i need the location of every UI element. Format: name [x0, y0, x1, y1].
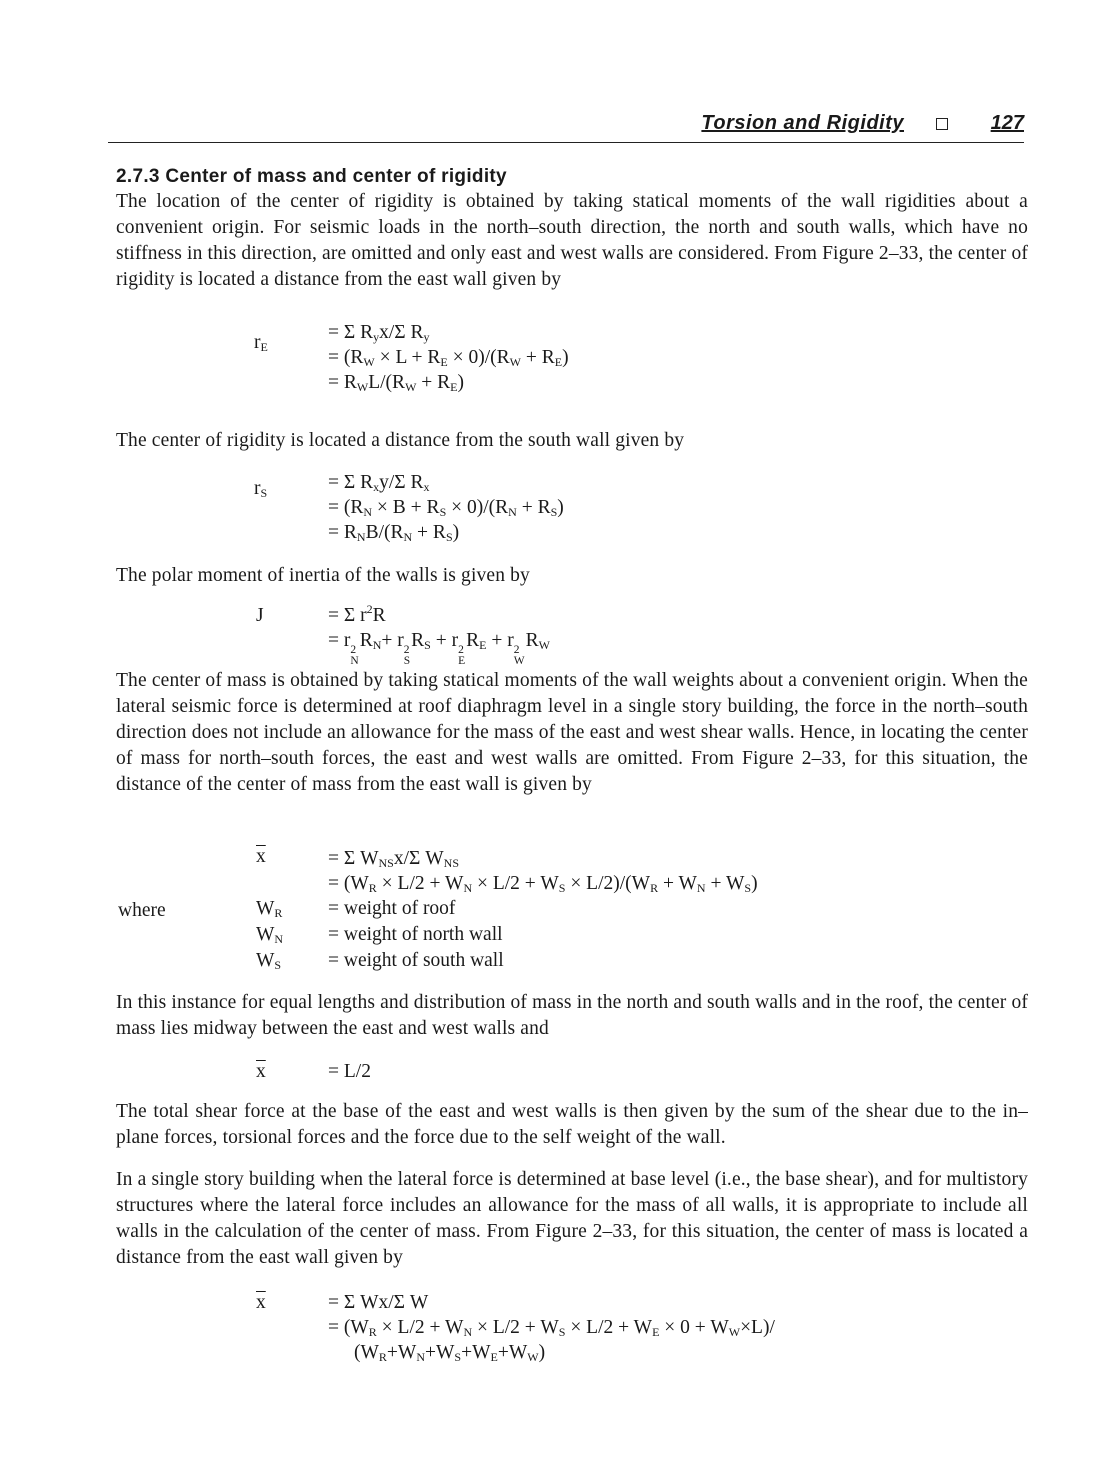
paragraph-rigidity-south: The center of rigidity is located a distance from the south wall given by	[116, 430, 685, 451]
paragraph-polar-moment: The polar moment of inertia of the walls is given by	[116, 565, 530, 586]
equation-line: = Σ $R_yx/\Sigma$ $R_y$	[328, 322, 430, 344]
where-label: where	[118, 900, 166, 921]
symbol-x-bar: $\overline{x}$	[256, 1292, 266, 1313]
section-heading: 2.7.3 Center of mass and center of rigidity	[116, 166, 507, 187]
equation-block-x-bar-ns	[328, 846, 758, 896]
equation-block-J	[328, 603, 550, 667]
equation-line: = Σ $W_{NS}x/\Sigma$ $W_{NS}$	[328, 848, 460, 870]
symbol-WN: $W_N$	[256, 924, 284, 946]
symbol-x-bar: $\overline{x}$	[256, 1061, 266, 1082]
running-header-title: Torsion and Rigidity	[701, 112, 904, 134]
symbol-J: J	[256, 605, 264, 626]
equation-line: = $(R_W \times L + R_E \times 0)/(R_W + R_E)$	[328, 347, 569, 369]
equation-line: = $(W_R \times L/2 + W_N \times L/2 + W_S \times L/2)/(W_R + W_N + W_S)$	[328, 873, 758, 895]
definition-wn: = weight of north wall	[328, 924, 503, 945]
paragraph-multistory: In a single story building when the lateral force is determined at base level (i.e., the base shear), and for multistory structures where the lateral force includes an allowance for the mass of all walls, it is appropriate to include all walls in the calculation of the center of mass. From Figure 2–33, for this situation, the center of mass is located a distance from the east wall given by	[116, 1169, 1028, 1268]
equation-line: = $R_NB/(R_N + R_S)$	[328, 522, 460, 544]
square-icon	[936, 118, 948, 130]
equation-line: = Σ $R_xy/\Sigma$ $R_x$	[328, 472, 430, 494]
definition-wr: = weight of roof	[328, 898, 456, 919]
paragraph-total-shear: The total shear force at the base of the east and west walls is then given by the sum of the shear due to the in–plane forces, torsional forces and the force due to the self weight of the wall.	[116, 1101, 1028, 1148]
equation-line: $(W_R+W_N+W_S+W_E+W_W)$	[354, 1342, 546, 1364]
equation-line: = r 2 N $R_N+ r$ 2 S $R_S + r$ 2 E $R_E + r$ 2 W $R_W$	[328, 630, 550, 667]
symbol-rS: $r_S$	[254, 478, 268, 500]
equation-block-rS	[328, 470, 564, 545]
equation-line: = Σ Wx/Σ W	[328, 1292, 429, 1313]
equation-line: = Σ $r^2R$	[328, 602, 386, 626]
equation-x-bar-half: = L/2	[328, 1061, 371, 1082]
running-header	[108, 112, 1024, 143]
paragraph-center-of-rigidity-intro: The location of the center of rigidity is obtained by taking statical moments of the wall rigidities about a convenient origin. For seismic loads in the north–south direction, the north and south walls, which have no stiffness in this direction, are omitted and only east and west walls are considered. From Figure 2–33, the center of rigidity is located a distance from the east wall given by	[116, 191, 1028, 290]
equation-block-rE	[328, 320, 569, 395]
paragraph-center-of-mass: The center of mass is obtained by taking statical moments of the wall weights about a convenient origin. When the lateral seismic force is determined at roof diaphragm level in a single story building, the force in the north–south direction does not include an allowance for the mass of the east and west shear walls. Hence, in locating the center of mass for north–south forces, the east and west walls are omitted. From Figure 2–33, for this situation, the distance of the center of mass from the east wall is given by	[116, 670, 1028, 795]
page-number: 127	[990, 112, 1024, 134]
equation-line: = $(W_R \times L/2 + W_N \times L/2 + W_S \times L/2 + W_E \times 0 + W_W\times L)/$	[328, 1317, 775, 1339]
equation-line: = $(R_N \times B + R_S \times 0)/(R_N + R_S)$	[328, 497, 564, 519]
equation-block-x-bar-all	[328, 1290, 775, 1365]
symbol-WS: $W_S$	[256, 950, 282, 972]
definition-ws: = weight of south wall	[328, 950, 504, 971]
equation-line: = $R_WL/(R_W + R_E)$	[328, 372, 464, 394]
paragraph-equal-lengths: In this instance for equal lengths and distribution of mass in the north and south walls and in the roof, the center of mass lies midway between the east and west walls and	[116, 992, 1028, 1039]
symbol-x-bar: $\overline{x}$	[256, 846, 266, 867]
symbol-rE: $r_E$	[254, 332, 268, 354]
symbol-WR: $W_R$	[256, 898, 283, 920]
